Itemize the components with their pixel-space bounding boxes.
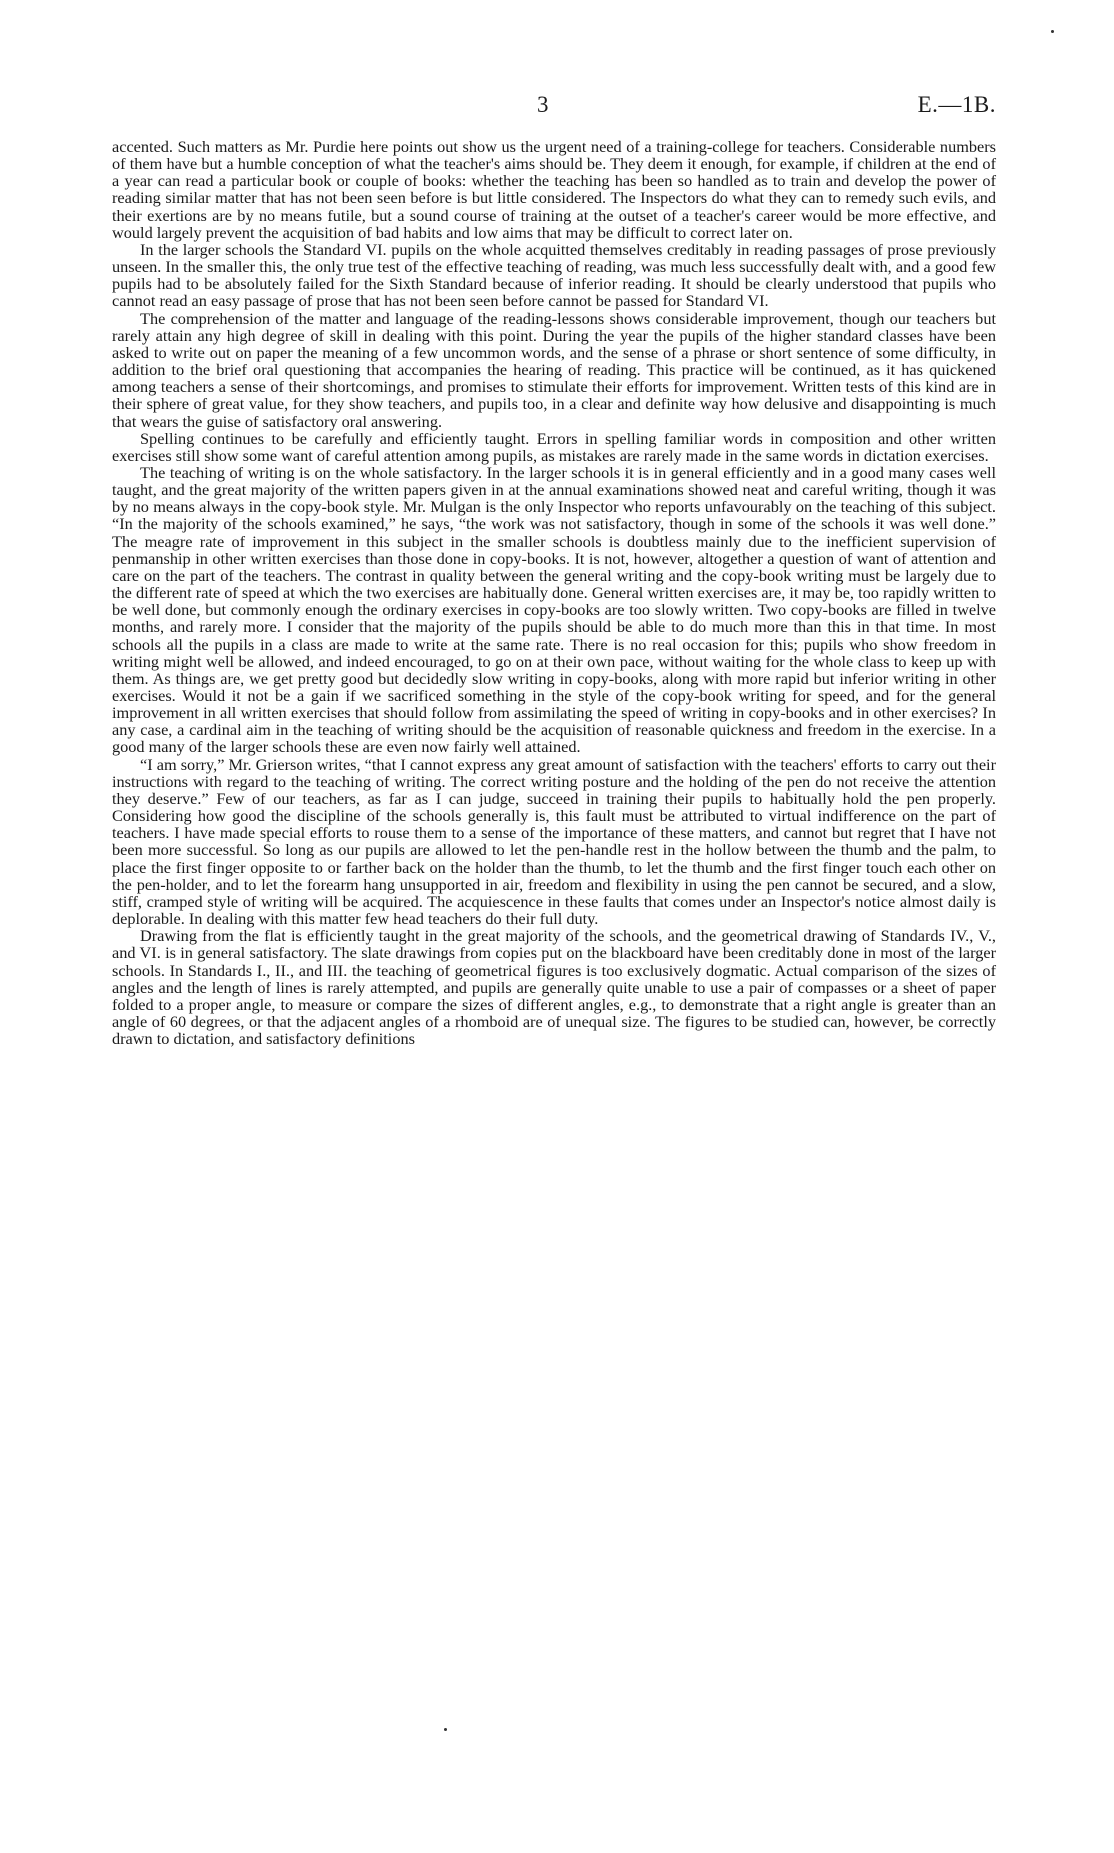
paragraph-training-college: accented. Such matters as Mr. Purdie here points out show us the urgent need of a training-college for teachers. Considerable numbers of them have but a humble conception of what the teacher's aims should be. They deem it enough, for example, if children at the end of a year can read a particular book or couple of books: whether the teaching has been so handled as to train and develop the power of reading similar matter that has not been seen before is but little considered. The Inspectors do what they can to remedy such evils, and their exertions are by no means futile, but a sound course of training at the outset of a teacher's career would be more effective, and would largely prevent the acquisition of bad habits and low aims that may be difficult to correct later on. [112,137,996,242]
paragraph-spelling: Spelling continues to be carefully and efficiently taught. Errors in spelling familiar words in composition and other written exercises still show some want of careful attention among pupils, as mistakes are rarely made in the same words in dictation exercises. [112,428,996,465]
scan-speck [444,1728,447,1731]
paragraph-writing: The teaching of writing is on the whole satisfactory. In the larger schools it is in general efficiently and in a good many cases well taught, and the great majority of the written papers given in at the annual examinations showed neat and careful writing, though it was by no means always in the copy-book style. Mr. Mulgan is the only Inspector who reports unfavourably on the teaching of this subject. “In the majority of the schools examined,” he says, “the work was not satisfactory, though in some of the schools it was well done.” The meagre rate of improvement in this subject in the smaller schools is doubtless mainly due to the inefficient supervision of penmanship in other written exercises than those done in copy-books. It is not, however, altogether a question of want of attention and care on the part of the teachers. The contrast in quality between the general writing and the copy-book writing must be largely due to the different rate of speed at which the two exercises are habitually done. General written exercises are, it may be, too rapidly written to be well done, but commonly enough the ordinary exercises in copy-books are too slowly written. Two copy-books are filled in twelve months, and rarely more. I consider that the majority of the pupils should be able to do much more than this in that time. In most schools all the pupils in a class are made to write at the same rate. There is no real occasion for this; pupils who show freedom in writing might well be allowed, and indeed encouraged, to go on at their own pace, without waiting for the whole class to keep up with them. As things are, we get pretty good but decidedly slow writing in copy-books, along with more rapid but inferior writing in other exercises. Would it not be a gain if we sacrificed something in the style of the copy-book writing for speed, and for the general improvement in all written exercises that should follow from assimilating the speed of writing in copy-books and in other exercises? In any case, a cardinal aim in the teaching of writing should be the acquisition of reasonable quickness and freedom in the exercise. In a good many of the larger schools these are even now fairly well attained. [112,462,996,757]
body-text [112,138,996,1047]
page-number: 3 [537,92,549,117]
scan-speck [1051,30,1054,33]
paragraph-drawing: Drawing from the flat is efficiently taught in the great majority of the schools, and the geometrical drawing of Standards IV., V., and VI. is in general satisfactory. The slate drawings from copies put on the blackboard have been creditably done in most of the larger schools. In Standards I., II., and III. the teaching of geometrical figures is too exclusively dogmatic. Actual comparison of the sizes of angles and the length of lines is rarely attempted, and pupils are generally quite unable to use a pair of compasses or a sheet of paper folded to a proper angle, to measure or compare the sizes of different angles, e.g., to demonstrate that a right angle is greater than an angle of 60 degrees, or that the adjacent angles of a rhomboid are of unequal size. The figures to be studied can, however, be correctly drawn to dictation, and satisfactory definitions [112,926,996,1049]
document-reference: E.—1B. [917,92,996,117]
paragraph-reading-standard-vi: In the larger schools the Standard VI. pupils on the whole acquitted themselves creditably in reading passages of prose previously unseen. In the smaller this, the only true test of the effective teaching of reading, was much less successfully dealt with, and a good few pupils had to be absolutely failed for the Sixth Standard because of inferior reading. It should be clearly understood that pupils who cannot read an easy passage of prose that has not been seen before cannot be passed for Standard VI. [112,239,996,311]
paragraph-grierson-quote: “I am sorry,” Mr. Grierson writes, “that I cannot express any great amount of satisfaction with the teachers' efforts to carry out their instructions with regard to the teaching of writing. The correct writing posture and the holding of the pen do not receive the attention they deserve.” Few of our teachers, as far as I can judge, succeed in training their pupils to habitually hold the pen properly. Considering how good the discipline of the schools generally is, this fault must be attributed to virtual indifference on the part of teachers. I have made special efforts to rouse them to a sense of the importance of these matters, and cannot but regret that I have not been more successful. So long as our pupils are allowed to let the pen-handle rest in the hollow between the thumb and the palm, to place the first finger opposite to or farther back on the holder than the thumb, to let the thumb and the first finger touch each other on the pen-holder, and to let the forearm hang unsupported in air, freedom and flexibility in using the pen cannot be secured, and a slow, stiff, cramped style of writing will be acquired. The acquiescence in these faults that comes under an Inspector's notice almost daily is deplorable. In dealing with this matter few head teachers do their full duty. [112,754,996,929]
paragraph-comprehension: The comprehension of the matter and language of the reading-lessons shows considerable improvement, though our teachers but rarely attain any high degree of skill in dealing with this point. During the year the pupils of the higher standard classes have been asked to write out on paper the meaning of a few uncommon words, and the sense of a phrase or short sentence of some difficulty, in addition to the brief oral questioning that accompanies the hearing of reading. This practice will be continued, as it has quickened among teachers a sense of their shortcomings, and promises to stimulate their efforts for improvement. Written tests of this kind are in their sphere of great value, for they show teachers, and pupils too, in a clear and definite way how delusive and disappointing is much that wears the guise of satisfactory oral answering. [112,308,996,431]
